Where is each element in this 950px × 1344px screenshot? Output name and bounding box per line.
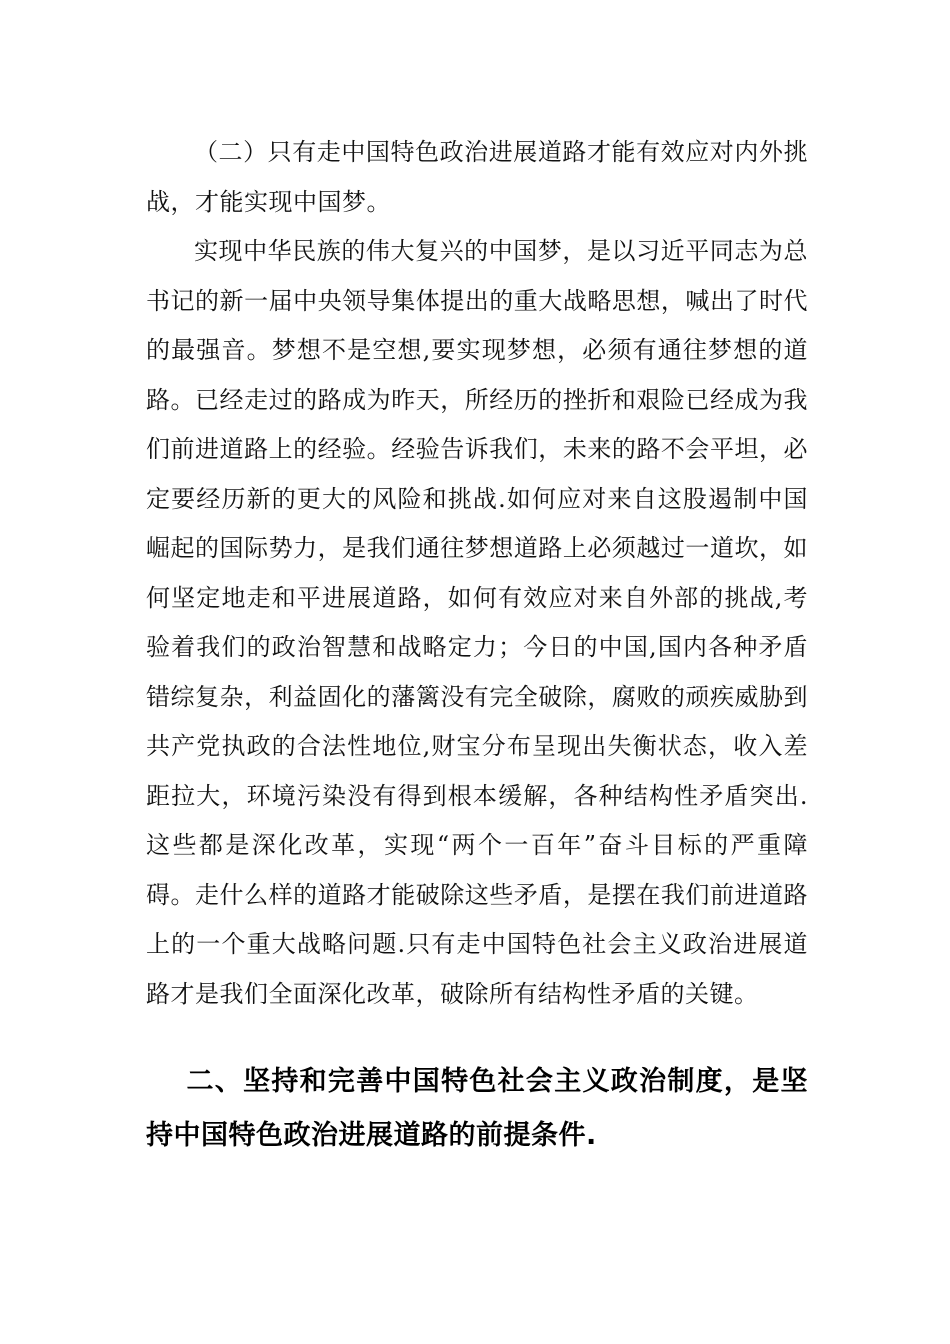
section-heading: 二、坚持和完善中国特色社会主义政治制度，是坚持中国特色政治进展道路的前提条件. [146,1066,808,1151]
body-paragraph: 实现中华民族的伟大复兴的中国梦，是以习近平同志为总书记的新一届中央领导集体提出的重大战略思想，喊出了时代的最强音。梦想不是空想,要实现梦想，必须有通往梦想的道路。已经走过的路成为昨天，所经历的挫折和艰险已经成为我们前进道路上的经验。经验告诉我们，未来的路不会平坦，必定要经历新的更大的风险和挑战.如何应对来自这股遏制中国崛起的国际势力，是我们通往梦想道路上必须越过一道坎，如何坚定地走和平进展道路，如何有效应对来自外部的挑战,考验着我们的政治智慧和战略定力；今日的中国,国内各种矛盾错综复杂，利益固化的藩篱没有完全破除，腐败的顽疾威胁到共产党执政的合法性地位,财宝分布呈现出失衡状态，收入差距拉大，环境污染没有得到根本缓解，各种结构性矛盾突出.这些都是深化改革，实现“两个一百年”奋斗目标的严重障碍。走什么样的道路才能破除这些矛盾，是摆在我们前进道路上的一个重大战略问题.只有走中国特色社会主义政治进展道路才是我们全面深化改革，破除所有结构性矛盾的关键。 [146,237,808,1008]
subsection-title: （二）只有走中国特色政治进展道路才能有效应对内外挑战，才能实现中国梦。 [146,138,808,216]
document-body [146,128,808,1163]
